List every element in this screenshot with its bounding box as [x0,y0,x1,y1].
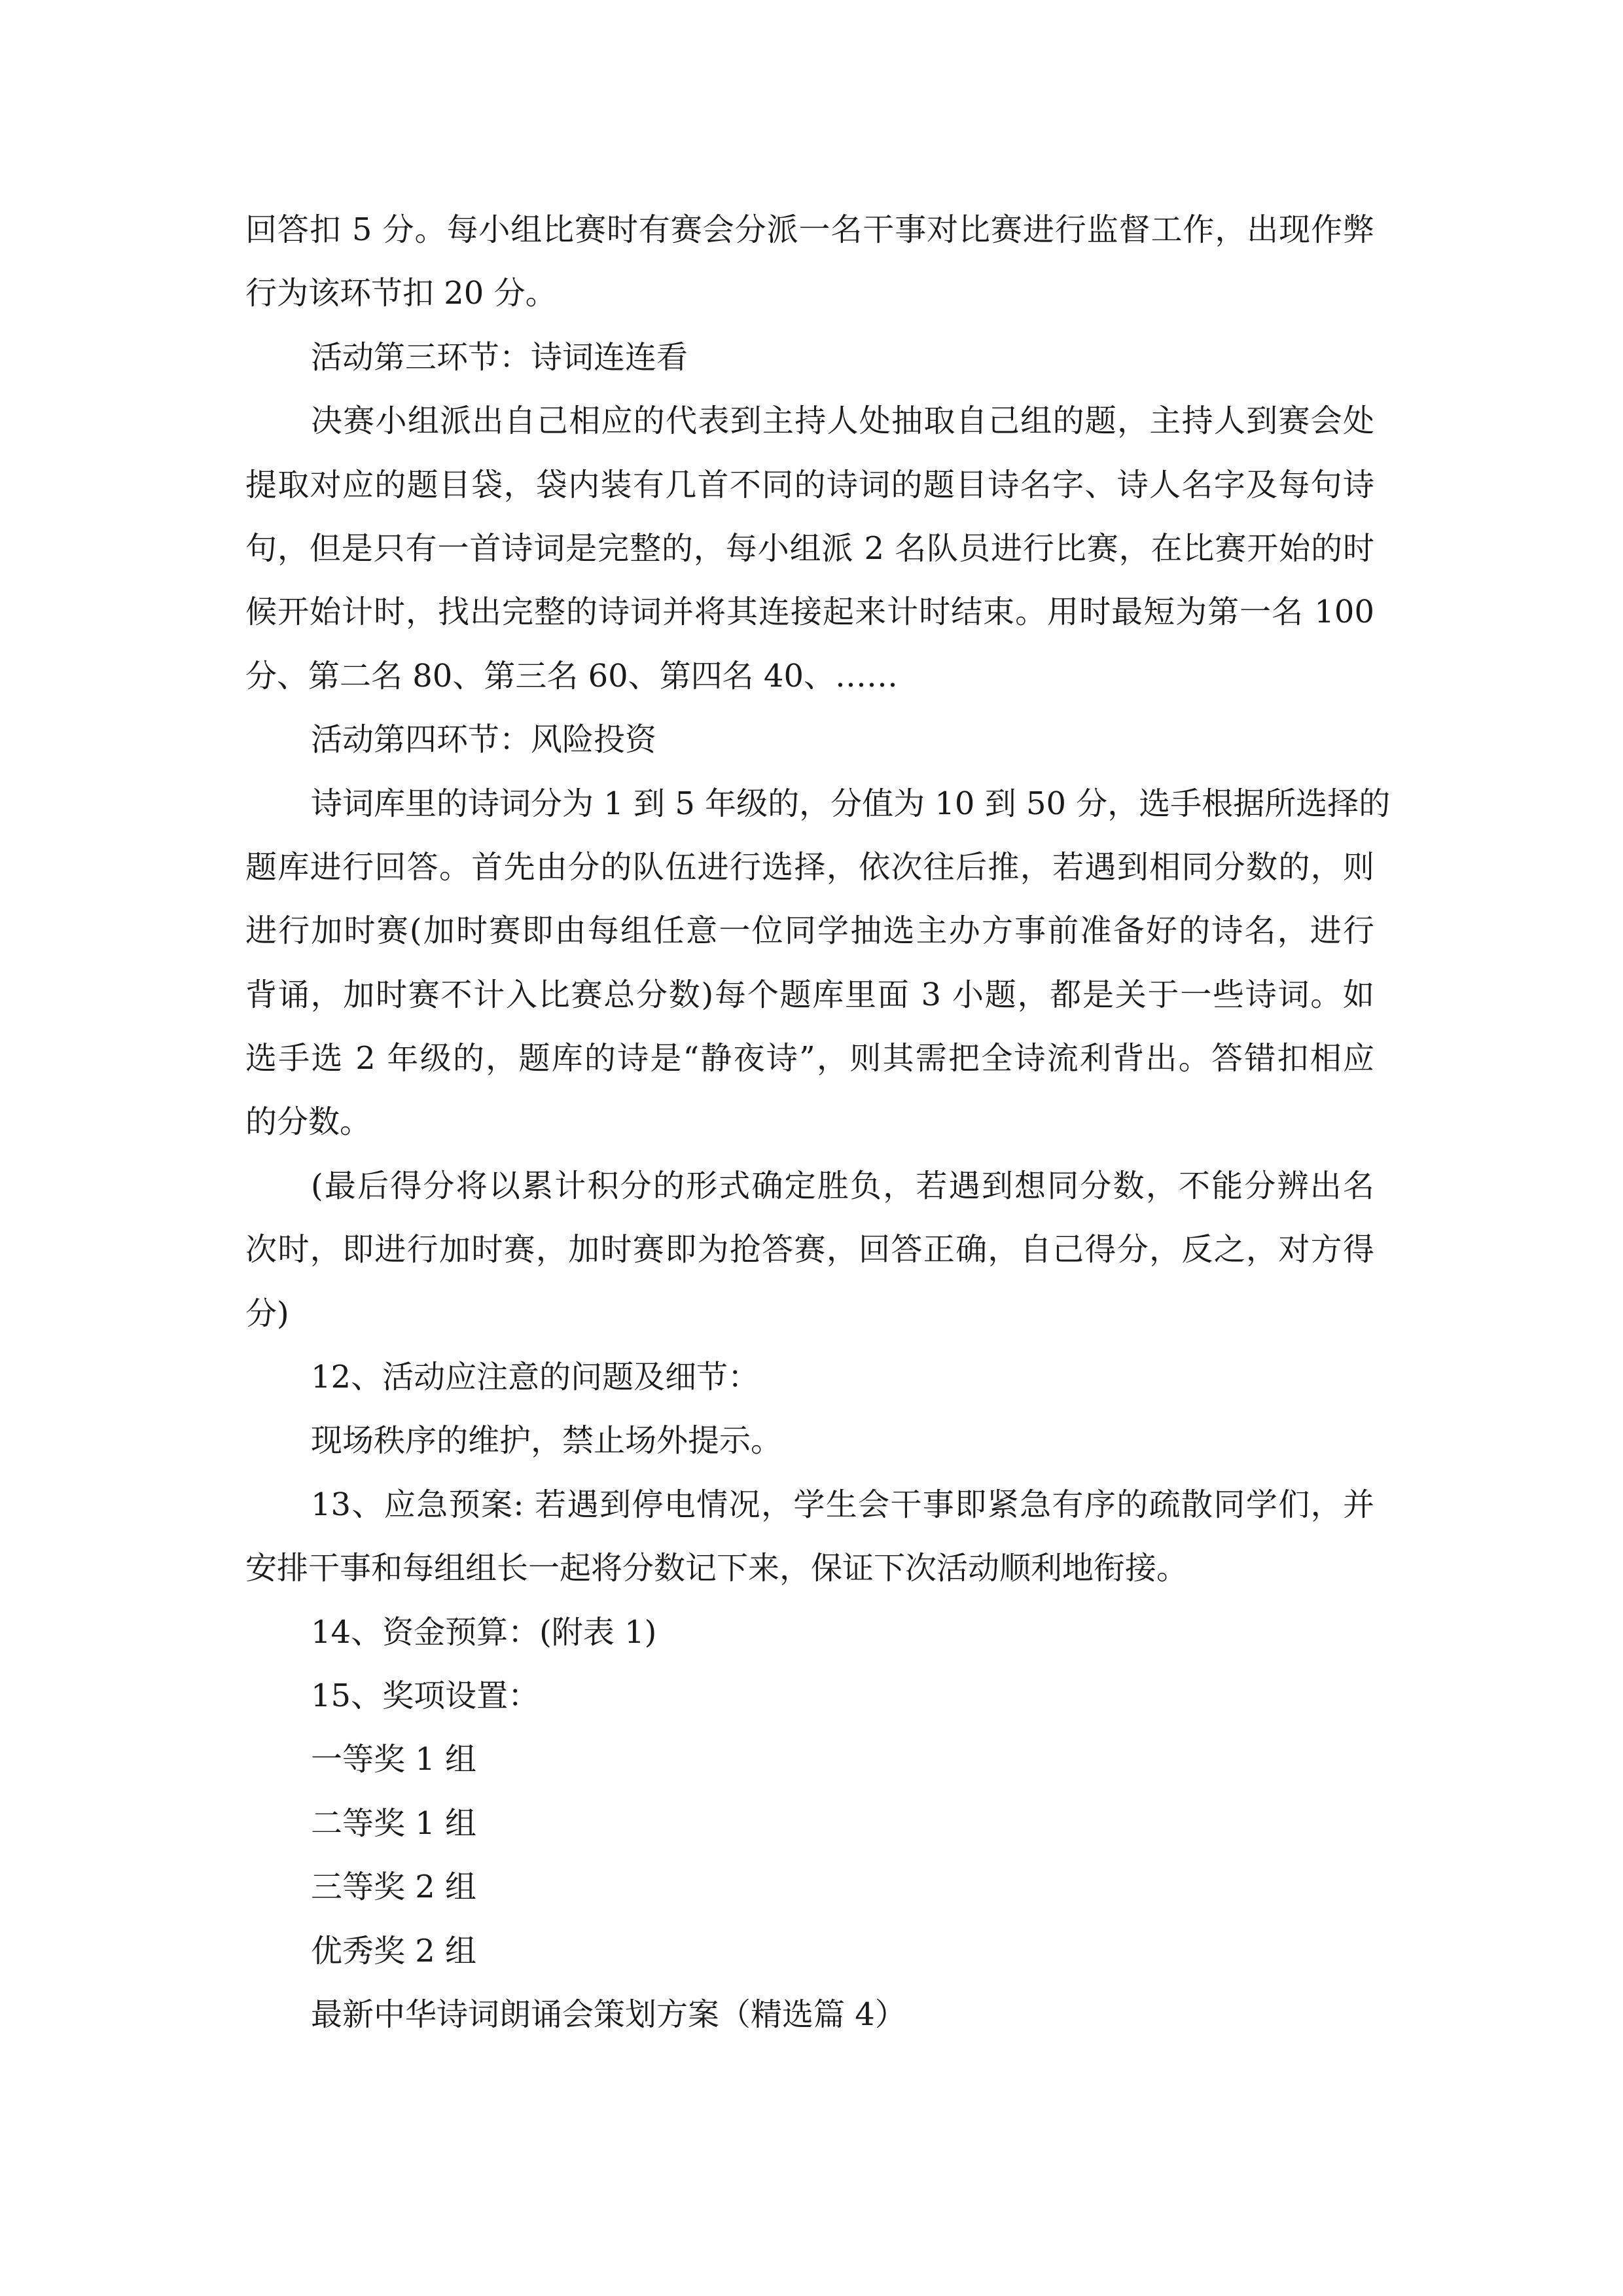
paragraph-line: 决赛小组派出自己相应的代表到主持人处抽取自己组的题，主持人到赛会处 [311,403,1374,440]
section-heading: 活动第三环节：诗词连连看 [311,338,688,376]
paragraph-line: 诗词库里的诗词分为 1 到 5 年级的，分值为 10 到 50 分，选手根据所选择的 [311,785,1391,822]
paragraph-line: 安排干事和每组组长一起将分数记下来，保证下次活动顺利地衔接。 [245,1550,1188,1587]
paragraph-line: 背诵，加时赛不计入比赛总分数)每个题库里面 3 小题，都是关于一些诗词。如 [245,976,1374,1013]
section-title: 最新中华诗词朗诵会策划方案（精选篇 4） [311,1996,906,2033]
paragraph-line: 句，但是只有一首诗词是完整的，每小组派 2 名队员进行比赛，在比赛开始的时 [245,529,1374,567]
paragraph-line: 提取对应的题目袋，袋内装有几首不同的诗词的题目诗名字、诗人名字及每句诗 [245,466,1374,503]
paragraph-line: 分、第二名 80、第三名 60、第四名 40、…… [245,657,899,694]
paragraph-line: 13、应急预案: 若遇到停电情况，学生会干事即紧急有序的疏散同学们，并 [311,1486,1374,1523]
document-page [245,198,1391,2047]
award-item: 优秀奖 2 组 [311,1932,477,1969]
paragraph-line: 选手选 2 年级的，题库的诗是“静夜诗”，则其需把全诗流利背出。答错扣相应 [245,1040,1374,1077]
paragraph-line: 进行加时赛(加时赛即由每组任意一位同学抽选主办方事前准备好的诗名，进行 [245,912,1374,950]
paragraph-line: 的分数。 [245,1103,372,1141]
section-heading: 14、资金预算：(附表 1) [311,1613,657,1651]
paragraph-line: 现场秩序的维护，禁止场外提示。 [311,1422,783,1460]
section-heading: 活动第四环节：风险投资 [311,721,657,759]
award-item: 三等奖 2 组 [311,1869,477,1906]
paragraph-line: 行为该环节扣 20 分。 [245,275,557,312]
paragraph-line: 分) [245,1295,289,1332]
award-item: 一等奖 1 组 [311,1741,477,1778]
section-heading: 15、奖项设置： [311,1677,540,1714]
paragraph-line: 候开始计时，找出完整的诗词并将其连接起来计时结束。用时最短为第一名 100 [245,594,1374,631]
paragraph-line: (最后得分将以累计积分的形式确定胜负，若遇到想同分数，不能分辨出名 [311,1167,1374,1204]
paragraph-line: 回答扣 5 分。每小组比赛时有赛会分派一名干事对比赛进行监督工作，出现作弊 [245,211,1374,248]
section-heading: 12、活动应注意的问题及细节： [311,1359,760,1396]
paragraph-line: 次时，即进行加时赛，加时赛即为抢答赛，回答正确，自己得分，反之，对方得 [245,1231,1374,1268]
award-item: 二等奖 1 组 [311,1804,477,1842]
paragraph-line: 题库进行回答。首先由分的队伍进行选择，依次往后推，若遇到相同分数的，则 [245,848,1374,886]
